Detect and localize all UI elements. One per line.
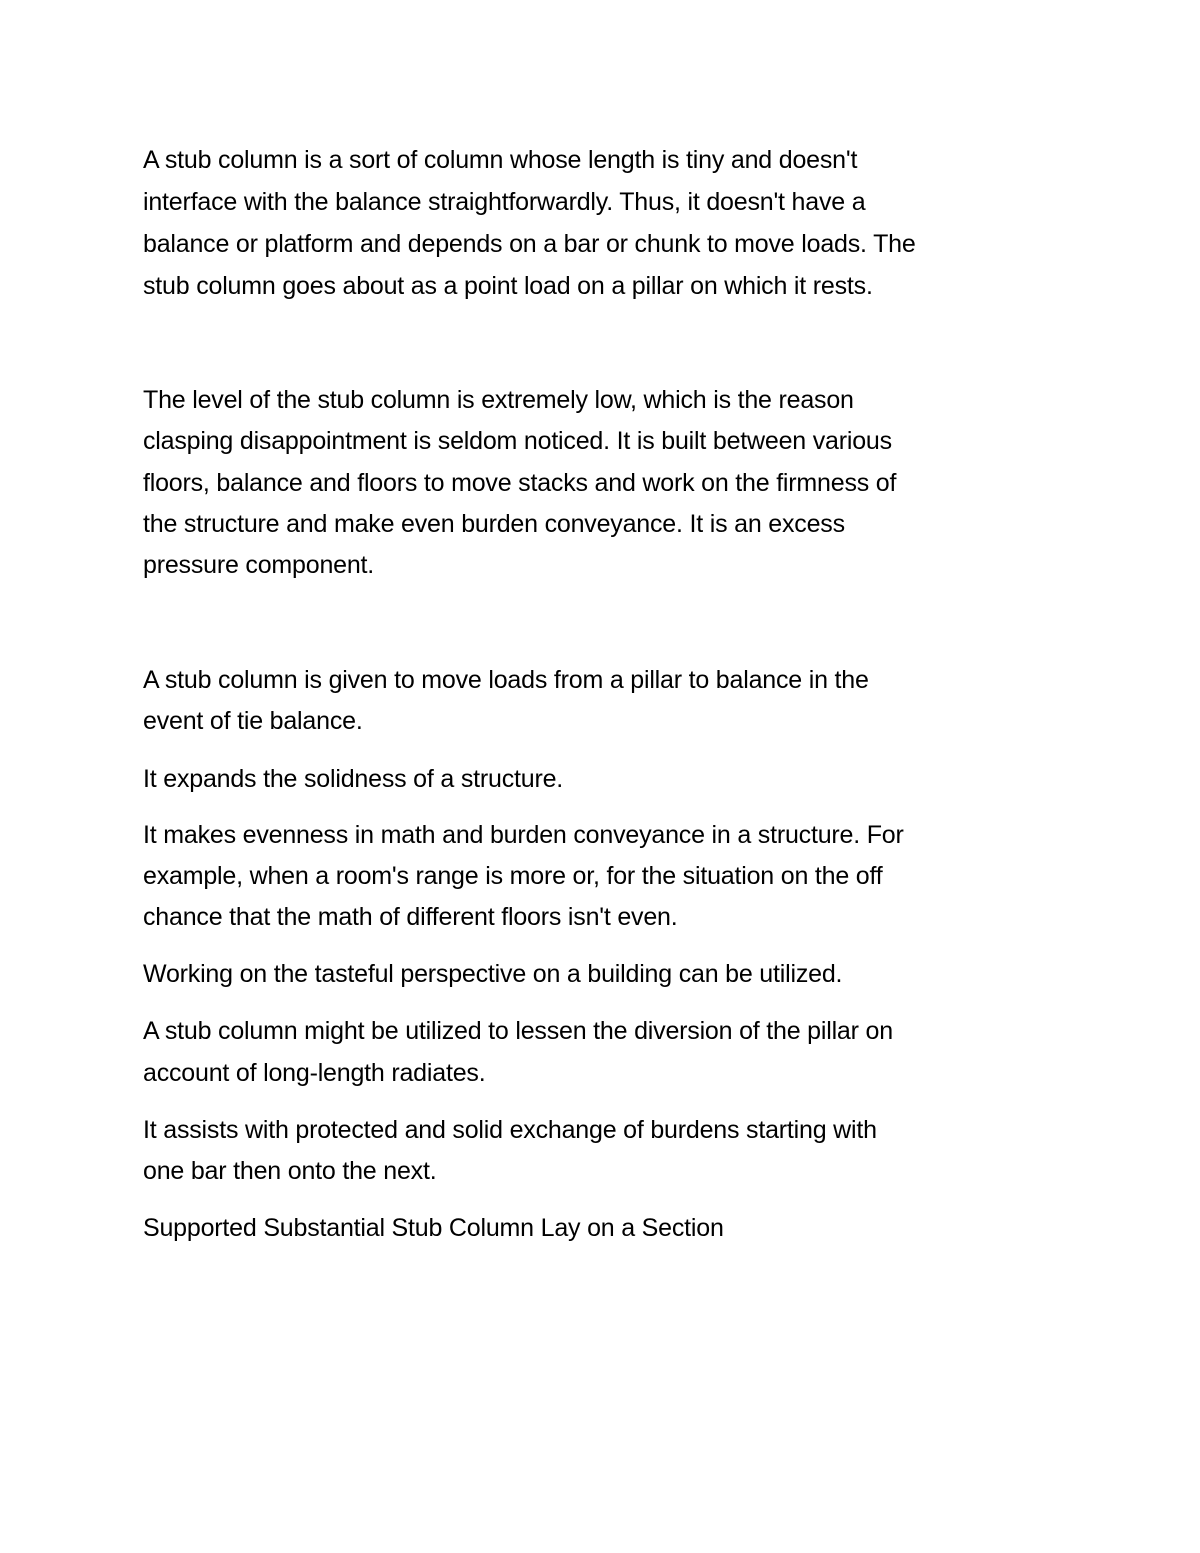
text-line: clasping disappointment is seldom noticed. It is built between various <box>143 427 892 455</box>
text-line: balance or platform and depends on a bar or chunk to move loads. The <box>143 230 916 258</box>
text-line: event of tie balance. <box>143 707 363 735</box>
text-line: stub column goes about as a point load on a pillar on which it rests. <box>143 272 873 300</box>
text-line: Supported Substantial Stub Column Lay on a Section <box>143 1214 724 1242</box>
text-line: A stub column is given to move loads from a pillar to balance in the <box>143 666 869 694</box>
text-line: The level of the stub column is extremely low, which is the reason <box>143 386 854 414</box>
text-line: A stub column might be utilized to lessen the diversion of the pillar on <box>143 1017 893 1045</box>
text-line: pressure component. <box>143 551 375 579</box>
text-line: chance that the math of different floors isn't even. <box>143 903 678 931</box>
text-line: account of long-length radiates. <box>143 1059 486 1087</box>
text-line: the structure and make even burden conveyance. It is an excess <box>143 510 845 538</box>
text-line: one bar then onto the next. <box>143 1157 437 1185</box>
text-line: example, when a room's range is more or, for the situation on the off <box>143 862 883 890</box>
text-line: It makes evenness in math and burden conveyance in a structure. For <box>143 821 904 849</box>
text-line: It assists with protected and solid exchange of burdens starting with <box>143 1116 877 1144</box>
text-line: It expands the solidness of a structure. <box>143 765 564 793</box>
text-line: interface with the balance straightforwardly. Thus, it doesn't have a <box>143 188 866 216</box>
text-line: A stub column is a sort of column whose length is tiny and doesn't <box>143 146 858 174</box>
text-line: floors, balance and floors to move stacks and work on the firmness of <box>143 469 897 497</box>
text-line: Working on the tasteful perspective on a building can be utilized. <box>143 960 843 988</box>
